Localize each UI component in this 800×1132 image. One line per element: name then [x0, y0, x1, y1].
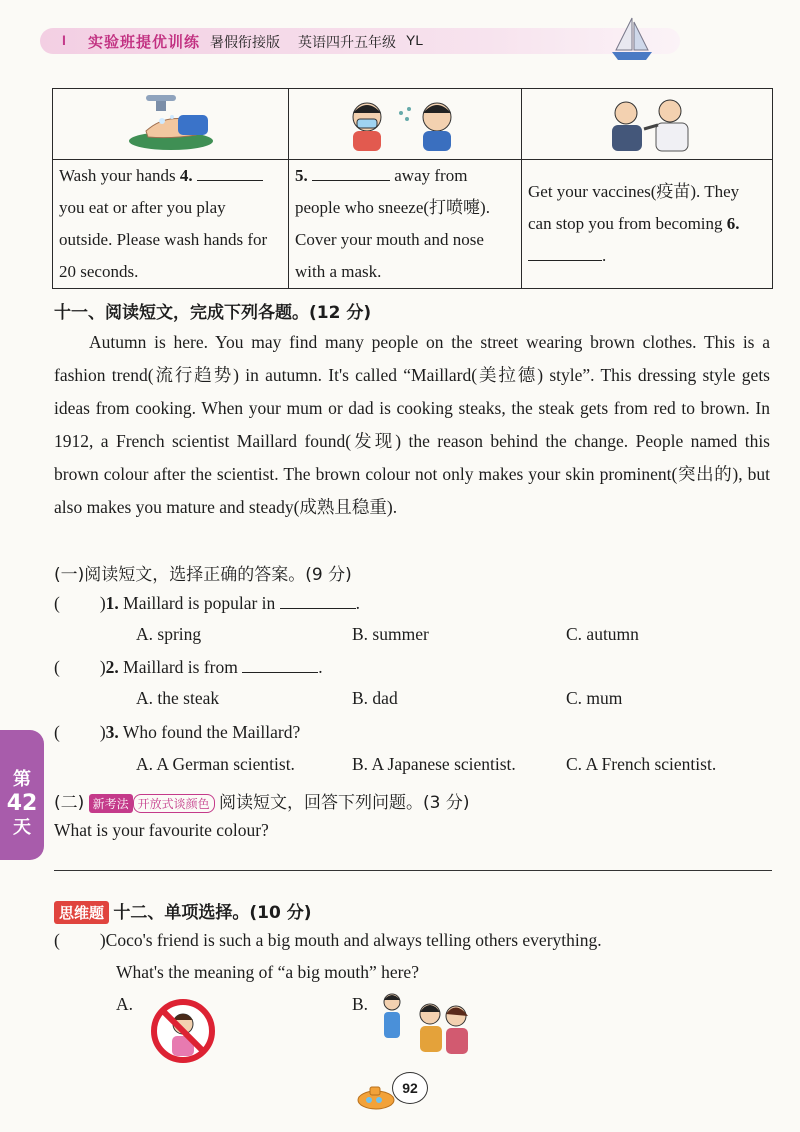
subject-label: 英语四升五年级 — [298, 34, 396, 50]
section-11-title: 十一、阅读短文，完成下列各题。(12 分) — [54, 303, 372, 323]
gossip-people-icon[interactable] — [378, 990, 478, 1056]
option-2a[interactable]: A. the steak — [136, 688, 220, 708]
answer-blank-q2[interactable] — [242, 656, 318, 673]
answer-blank-6[interactable] — [528, 244, 602, 261]
option-2b[interactable]: B. dad — [352, 688, 398, 708]
part-1-title: (一)阅读短文，选择正确的答案。(9 分) — [54, 565, 352, 585]
new-exam-tag: 新考法 — [89, 794, 133, 813]
option-3a[interactable]: A. A German scientist. — [136, 754, 295, 774]
question-3: ( )3. Who found the Maillard? — [54, 722, 301, 742]
option-label-a[interactable]: A. — [116, 994, 134, 1014]
answer-blank-q1[interactable] — [280, 592, 356, 609]
question-1: ( )1. Maillard is popular in . — [54, 593, 361, 613]
answer-blank-4[interactable] — [197, 164, 263, 181]
question-2: ( )2. Maillard is from . — [54, 657, 323, 677]
washing-hands-icon — [116, 91, 226, 153]
sailboat-icon — [606, 14, 658, 64]
day-side-tab: 第 42 天 — [0, 730, 44, 860]
open-topic-tag: 开放式谈颜色 — [133, 794, 215, 813]
table-image-cell — [289, 89, 522, 160]
table-image-cell — [522, 89, 773, 160]
tip-cell-vaccines: Get your vaccines(疫苗). They can stop you from becoming 6. . — [522, 160, 773, 289]
section-12-question: ( )Coco's friend is such a big mouth and always telling others everything. — [54, 930, 602, 950]
answer-blank-5[interactable] — [312, 164, 390, 181]
reading-passage: Autumn is here. You may find many people on the street wearing brown clothes. This is a fashion trend(流行趋势) in autumn. It's called “Maillard(美拉德) style”. This dressing style gets ideas from cooking. When your mum or dad is cooking steaks, the steak gets from red to brown. In 1912, a French scientist Maillard found(发现) the reason behind the change. People named this brown colour after the scientist. The brown colour not only makes your skin prominent(突出的), but also makes you mature and steady(成熟且稳重). — [54, 332, 770, 517]
page-number: 92 — [392, 1072, 428, 1104]
no-talking-icon[interactable] — [144, 998, 222, 1064]
section-12-header: 思维题 十二、单项选择。(10 分) — [54, 898, 312, 924]
option-1b[interactable]: B. summer — [352, 624, 429, 644]
vaccine-icon — [592, 91, 702, 153]
part-2-title: (二) 新考法 开放式谈颜色 阅读短文，回答下列问题。(3 分) — [54, 793, 470, 813]
option-3b[interactable]: B. A Japanese scientist. — [352, 754, 516, 774]
health-tips-table — [52, 88, 773, 289]
table-image-cell — [53, 89, 289, 160]
section-12-question-2: What's the meaning of “a big mouth” here? — [116, 962, 419, 982]
option-label-b[interactable]: B. — [352, 994, 369, 1014]
answer-line[interactable] — [54, 870, 772, 871]
tip-cell-keep-away: 5. away from people who sneeze(打喷嚏). Cover your mouth and nose with a mask. — [289, 160, 522, 289]
option-1a[interactable]: A. spring — [136, 624, 202, 644]
option-1c[interactable]: C. autumn — [566, 624, 639, 644]
series-logo: I — [62, 32, 66, 48]
series-title: 实验班提优训练 — [88, 34, 201, 51]
version-label: YL — [406, 32, 424, 48]
thinking-badge: 思维题 — [54, 901, 109, 924]
option-3c[interactable]: C. A French scientist. — [566, 754, 717, 774]
tip-cell-wash-hands: Wash your hands 4. you eat or after you play outside. Please wash hands for 20 seconds. — [53, 160, 289, 289]
part-2-question: What is your favourite colour? — [54, 820, 269, 840]
edition-label: 暑假衔接版 — [210, 34, 280, 50]
sneeze-icon — [335, 91, 475, 153]
option-2c[interactable]: C. mum — [566, 688, 623, 708]
